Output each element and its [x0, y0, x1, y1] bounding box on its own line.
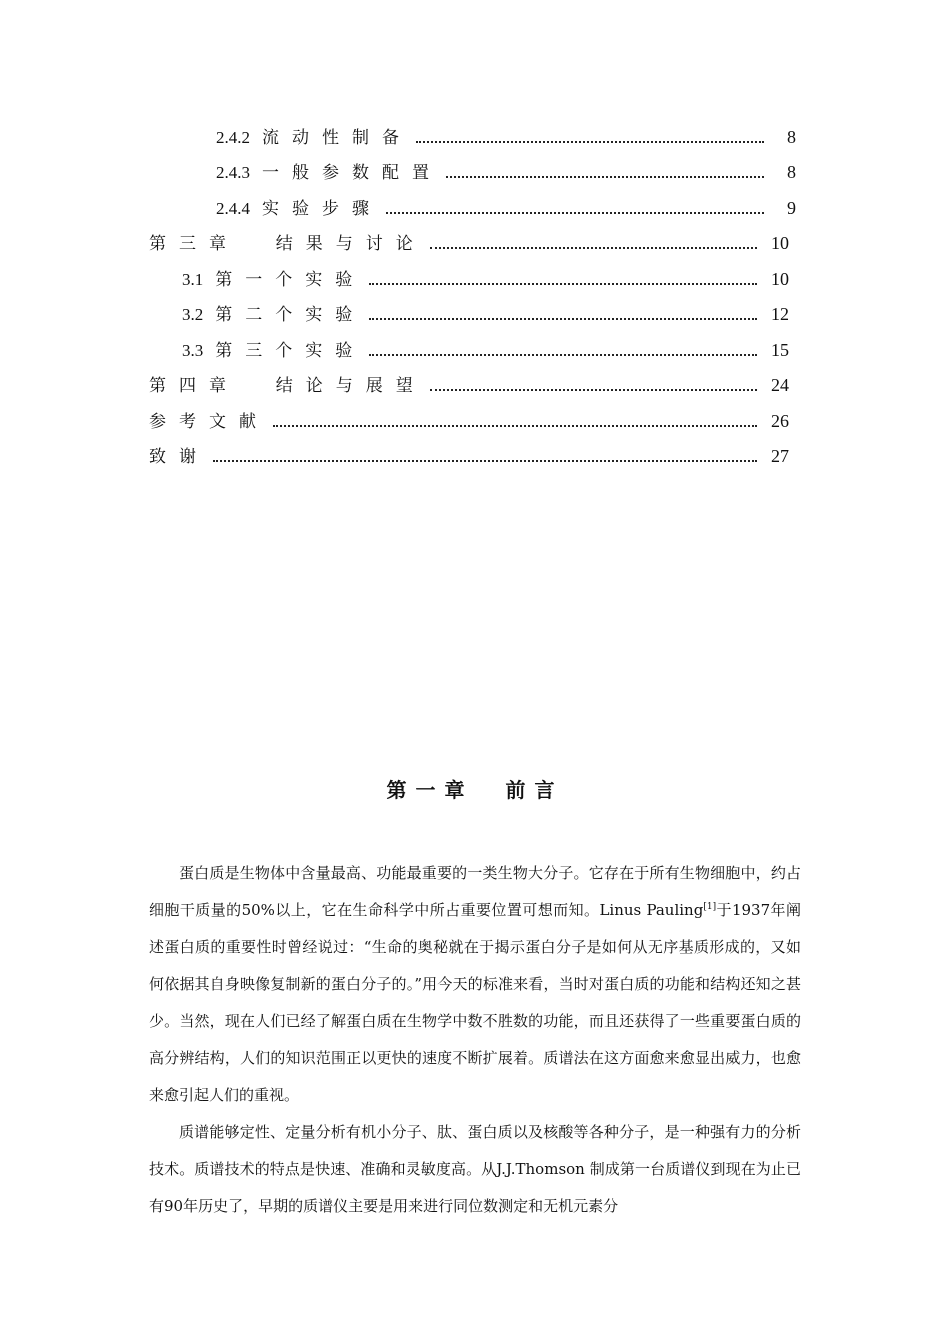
- toc-entry[interactable]: [182, 267, 789, 291]
- chapter-title: 第一章 前言: [386, 778, 564, 802]
- toc-entry[interactable]: [149, 409, 789, 433]
- toc-entry-page: 12: [771, 304, 789, 324]
- toc-entry-title: 致谢: [149, 447, 209, 467]
- toc-entry-page: 15: [771, 340, 789, 360]
- toc-entry-page: 8: [787, 162, 796, 182]
- toc-entry-page: 8: [787, 127, 796, 147]
- toc-entry-number: 3.2: [182, 305, 204, 324]
- toc-leader-dots: [430, 233, 757, 249]
- citation-reference[interactable]: [1]: [703, 902, 717, 912]
- toc-entry[interactable]: [149, 444, 789, 468]
- toc-entry[interactable]: [149, 231, 789, 255]
- toc-leader-dots: [369, 269, 757, 285]
- toc-entry-page: 10: [771, 269, 789, 289]
- toc-leader-dots: [446, 162, 764, 178]
- toc-entry-number: 3.1: [182, 270, 204, 289]
- toc-entry-page: 26: [771, 411, 789, 431]
- toc-entry[interactable]: [182, 338, 789, 362]
- toc-entry[interactable]: [216, 160, 796, 184]
- toc-leader-dots: [416, 127, 764, 143]
- toc-leader-dots: [369, 304, 757, 320]
- paragraph-segment: 于1937年阐述蛋白质的重要性时曾经说过：“生命的奥秘就在于揭示蛋白分子是如何从无序基质形成的，又如何依据其自身映像复制新的蛋白分子的。”用今天的标准来看，当时对蛋白质的功能和结构还知之甚少。当然，现在人们已经了解蛋白质在生物学中数不胜数的功能，而且还获得了一些重要蛋白质的高分辨结构，人们的知识范围正以更快的速度不断扩展着。质谱法在这方面愈来愈显出威力，也愈来愈引起人们的重视。: [149, 901, 801, 1104]
- toc-leader-dots: [369, 340, 757, 356]
- toc-entry-title: 流动性制备: [262, 128, 412, 148]
- toc-entry-title: 实验步骤: [262, 199, 382, 219]
- toc-entry-title: 参考文献: [149, 412, 269, 432]
- toc-leader-dots: [213, 446, 757, 462]
- toc-entry[interactable]: [182, 302, 789, 326]
- toc-entry-title: 第四章 结论与展望: [149, 376, 426, 396]
- toc-entry-number: 2.4.3: [216, 163, 250, 182]
- toc-entry[interactable]: [216, 196, 796, 220]
- toc-entry-title: 第一个实验: [215, 270, 366, 290]
- paragraph-segment: 蛋白质是生物体中含量最高、功能最重要的一类生物大分子。它存在于所有生物细胞中，约占细胞干质量的50%以上，它在生命科学中所占重要位置可想而知。Linus Pauling: [149, 864, 801, 919]
- toc-entry-page: 27: [771, 446, 789, 466]
- toc-entry-number: 2.4.4: [216, 199, 250, 218]
- body-paragraph-1: [149, 855, 801, 1114]
- toc-leader-dots: [273, 411, 757, 427]
- body-paragraph-2: [149, 1114, 801, 1225]
- toc-entry-page: 24: [771, 375, 789, 395]
- toc-entry[interactable]: [149, 373, 789, 397]
- toc-entry-title: 第二个实验: [215, 305, 366, 325]
- toc-entry-page: 10: [771, 233, 789, 253]
- toc-entry-page: 9: [787, 198, 796, 218]
- toc-leader-dots: [430, 375, 757, 391]
- toc-entry[interactable]: [216, 125, 796, 149]
- toc-leader-dots: [386, 198, 764, 214]
- toc-entry-title: 第三章 结果与讨论: [149, 234, 426, 254]
- paragraph-text: 质谱能够定性、定量分析有机小分子、肽、蛋白质以及核酸等各种分子，是一种强有力的分析技术。质谱技术的特点是快速、准确和灵敏度高。从J.J.Thomson 制成第一台质谱仪到现在为止已有90年历史了，早期的质谱仪主要是用来进行同位数测定和无机元素分: [149, 1123, 801, 1215]
- toc-entry-number: 2.4.2: [216, 128, 250, 147]
- paragraph-text: [149, 855, 801, 1114]
- toc-entry-title: 第三个实验: [215, 341, 366, 361]
- toc-entry-number: 3.3: [182, 341, 204, 360]
- toc-entry-title: 一般参数配置: [262, 163, 442, 183]
